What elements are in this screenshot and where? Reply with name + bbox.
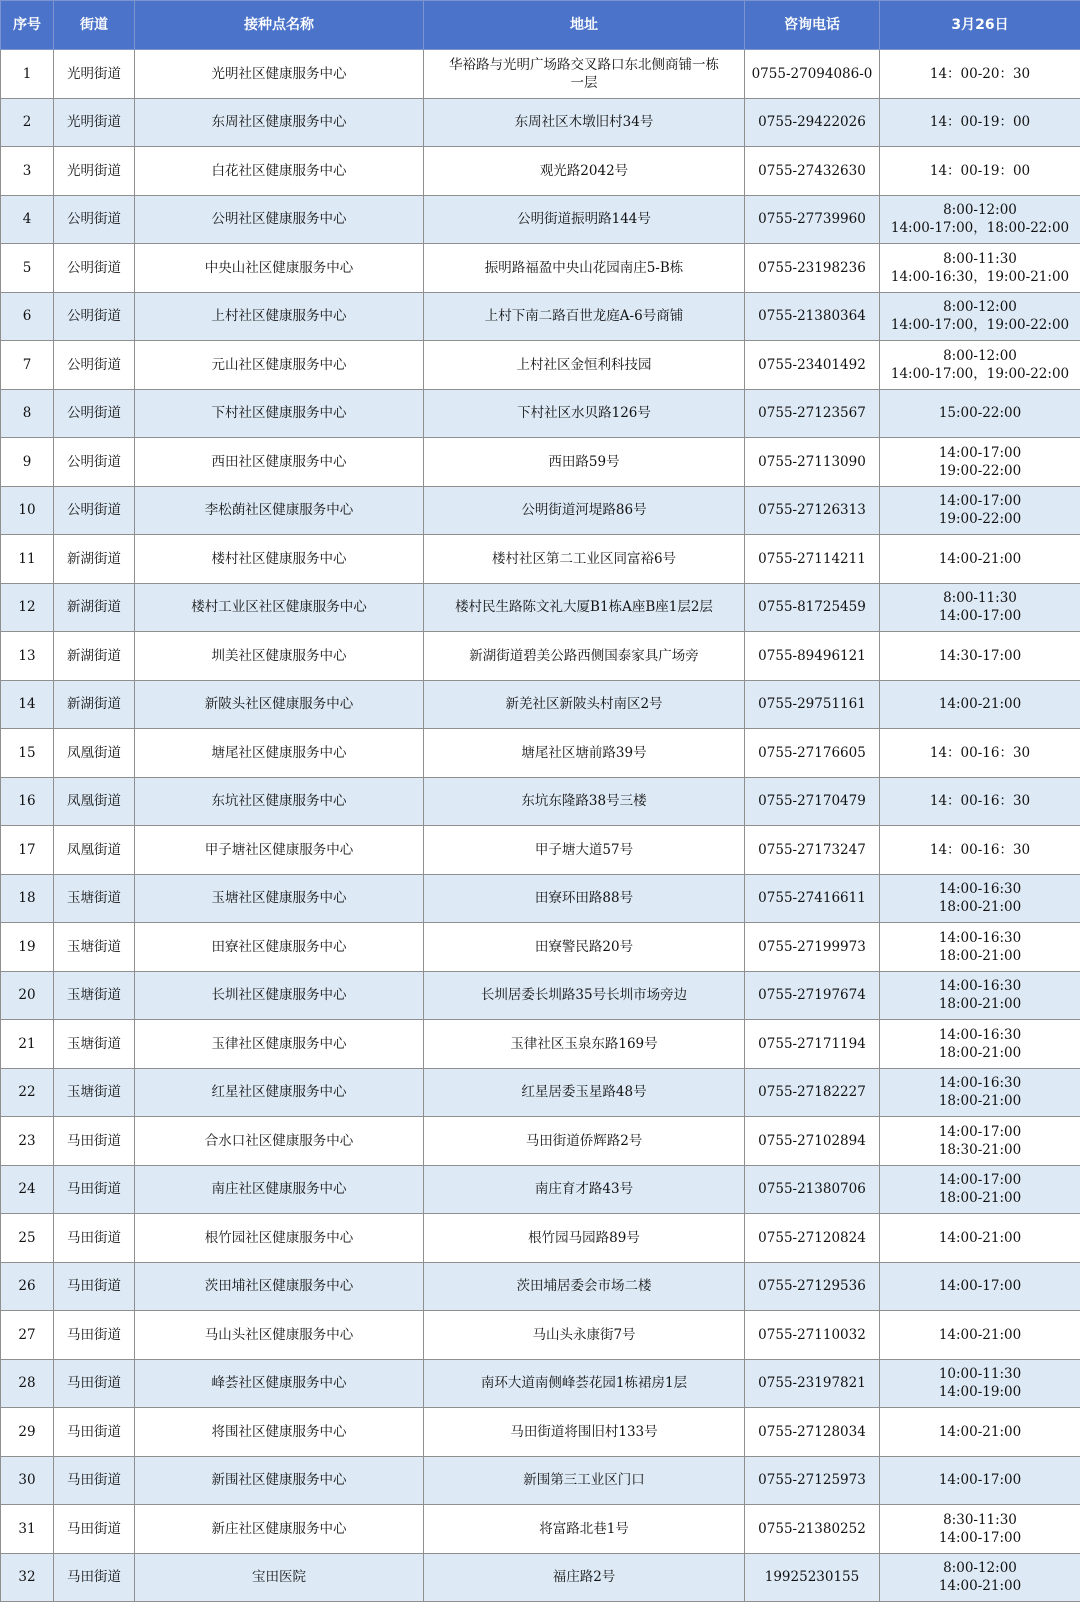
cell-street: 马田街道 — [54, 1214, 135, 1263]
cell-street: 马田街道 — [54, 1165, 135, 1214]
table-row — [1, 292, 1080, 341]
cell-site-name: 公明社区健康服务中心 — [135, 195, 424, 244]
cell-street: 凤凰街道 — [54, 729, 135, 778]
cell-hours: 14:00-21:00 — [880, 680, 1080, 729]
table-row — [1, 1553, 1080, 1602]
cell-site-name: 马山头社区健康服务中心 — [135, 1311, 424, 1360]
cell-index: 22 — [1, 1068, 54, 1117]
header-index: 序号 — [1, 1, 54, 50]
cell-index: 14 — [1, 680, 54, 729]
cell-street: 马田街道 — [54, 1553, 135, 1602]
table-row — [1, 147, 1080, 196]
cell-phone: 0755-27171194 — [745, 1020, 880, 1069]
cell-phone: 0755-27129536 — [745, 1262, 880, 1311]
cell-hours: 8:00-12:00 14:00-17:00，19:00-22:00 — [880, 292, 1080, 341]
cell-street: 光明街道 — [54, 98, 135, 147]
cell-phone: 0755-81725459 — [745, 583, 880, 632]
table-row — [1, 244, 1080, 293]
cell-address: 马山头永康街7号 — [424, 1311, 745, 1360]
cell-hours: 8:00-12:00 14:00-21:00 — [880, 1553, 1080, 1602]
cell-phone: 0755-27416611 — [745, 874, 880, 923]
cell-phone: 0755-27113090 — [745, 438, 880, 487]
cell-address: 新羌社区新陂头村南区2号 — [424, 680, 745, 729]
cell-address: 楼村社区第二工业区同富裕6号 — [424, 535, 745, 584]
cell-index: 7 — [1, 341, 54, 390]
cell-site-name: 楼村工业区社区健康服务中心 — [135, 583, 424, 632]
cell-address: 上村下南二路百世龙庭A-6号商铺 — [424, 292, 745, 341]
cell-site-name: 长圳社区健康服务中心 — [135, 971, 424, 1020]
table-row — [1, 50, 1080, 99]
cell-phone: 0755-27123567 — [745, 389, 880, 438]
table-row — [1, 341, 1080, 390]
cell-address: 长圳居委长圳路35号长圳市场旁边 — [424, 971, 745, 1020]
cell-phone: 0755-21380364 — [745, 292, 880, 341]
table-row — [1, 583, 1080, 632]
cell-street: 马田街道 — [54, 1456, 135, 1505]
cell-index: 1 — [1, 50, 54, 99]
header-phone: 咨询电话 — [745, 1, 880, 50]
table-body — [1, 50, 1080, 1602]
cell-street: 玉塘街道 — [54, 874, 135, 923]
cell-street: 玉塘街道 — [54, 923, 135, 972]
cell-street: 凤凰街道 — [54, 777, 135, 826]
table-row — [1, 923, 1080, 972]
cell-address: 茨田埔居委会市场二楼 — [424, 1262, 745, 1311]
cell-hours: 8:00-12:00 14:00-17:00，19:00-22:00 — [880, 341, 1080, 390]
cell-site-name: 中央山社区健康服务中心 — [135, 244, 424, 293]
cell-hours: 14:00-21:00 — [880, 1214, 1080, 1263]
cell-street: 玉塘街道 — [54, 971, 135, 1020]
table-row — [1, 1117, 1080, 1166]
cell-hours: 15:00-22:00 — [880, 389, 1080, 438]
cell-hours: 14:00-17:00 18:00-21:00 — [880, 1165, 1080, 1214]
cell-address: 南环大道南侧峰荟花园1栋裙房1层 — [424, 1359, 745, 1408]
cell-phone: 0755-23197821 — [745, 1359, 880, 1408]
cell-site-name: 上村社区健康服务中心 — [135, 292, 424, 341]
cell-site-name: 玉塘社区健康服务中心 — [135, 874, 424, 923]
cell-hours: 8:00-11:30 14:00-17:00 — [880, 583, 1080, 632]
cell-address: 新湖街道碧美公路西侧国泰家具广场旁 — [424, 632, 745, 681]
cell-phone: 0755-27110032 — [745, 1311, 880, 1360]
cell-address: 福庄路2号 — [424, 1553, 745, 1602]
table-row — [1, 98, 1080, 147]
cell-address: 新围第三工业区门口 — [424, 1456, 745, 1505]
cell-site-name: 李松蓢社区健康服务中心 — [135, 486, 424, 535]
cell-street: 马田街道 — [54, 1311, 135, 1360]
table-row — [1, 1165, 1080, 1214]
cell-site-name: 光明社区健康服务中心 — [135, 50, 424, 99]
cell-index: 32 — [1, 1553, 54, 1602]
cell-street: 新湖街道 — [54, 632, 135, 681]
cell-address: 公明街道振明路144号 — [424, 195, 745, 244]
cell-site-name: 将围社区健康服务中心 — [135, 1408, 424, 1457]
cell-phone: 0755-21380706 — [745, 1165, 880, 1214]
cell-hours: 14:00-21:00 — [880, 1408, 1080, 1457]
cell-street: 公明街道 — [54, 486, 135, 535]
cell-hours: 8:00-11:30 14:00-16:30，19:00-21:00 — [880, 244, 1080, 293]
cell-hours: 14:00-17:00 — [880, 1456, 1080, 1505]
table-row — [1, 971, 1080, 1020]
cell-site-name: 峰荟社区健康服务中心 — [135, 1359, 424, 1408]
table-row — [1, 874, 1080, 923]
cell-address: 南庄育才路43号 — [424, 1165, 745, 1214]
cell-phone: 0755-27432630 — [745, 147, 880, 196]
cell-phone: 0755-27739960 — [745, 195, 880, 244]
cell-phone: 0755-27128034 — [745, 1408, 880, 1457]
cell-index: 28 — [1, 1359, 54, 1408]
cell-hours: 14：00-20：30 — [880, 50, 1080, 99]
cell-address: 根竹园马园路89号 — [424, 1214, 745, 1263]
header-street: 街道 — [54, 1, 135, 50]
cell-index: 29 — [1, 1408, 54, 1457]
table-row — [1, 777, 1080, 826]
cell-street: 光明街道 — [54, 147, 135, 196]
cell-phone: 0755-27120824 — [745, 1214, 880, 1263]
header-row — [1, 1, 1080, 50]
cell-hours: 14：00-16：30 — [880, 826, 1080, 875]
cell-index: 19 — [1, 923, 54, 972]
cell-index: 9 — [1, 438, 54, 487]
cell-address: 马田街道侨辉路2号 — [424, 1117, 745, 1166]
cell-hours: 14:00-17:00 18:30-21:00 — [880, 1117, 1080, 1166]
table-row — [1, 680, 1080, 729]
cell-address: 甲子塘大道57号 — [424, 826, 745, 875]
cell-index: 16 — [1, 777, 54, 826]
cell-street: 新湖街道 — [54, 535, 135, 584]
cell-street: 公明街道 — [54, 244, 135, 293]
cell-site-name: 西田社区健康服务中心 — [135, 438, 424, 487]
cell-phone: 0755-27170479 — [745, 777, 880, 826]
cell-site-name: 甲子塘社区健康服务中心 — [135, 826, 424, 875]
cell-phone: 0755-27199973 — [745, 923, 880, 972]
cell-address: 观光路2042号 — [424, 147, 745, 196]
cell-index: 27 — [1, 1311, 54, 1360]
cell-address: 田寮警民路20号 — [424, 923, 745, 972]
cell-site-name: 茨田埔社区健康服务中心 — [135, 1262, 424, 1311]
cell-phone: 19925230155 — [745, 1553, 880, 1602]
cell-index: 23 — [1, 1117, 54, 1166]
cell-site-name: 楼村社区健康服务中心 — [135, 535, 424, 584]
table-row — [1, 729, 1080, 778]
cell-address: 西田路59号 — [424, 438, 745, 487]
cell-index: 30 — [1, 1456, 54, 1505]
cell-site-name: 下村社区健康服务中心 — [135, 389, 424, 438]
cell-site-name: 根竹园社区健康服务中心 — [135, 1214, 424, 1263]
cell-street: 马田街道 — [54, 1408, 135, 1457]
cell-hours: 14：00-19：00 — [880, 98, 1080, 147]
cell-site-name: 南庄社区健康服务中心 — [135, 1165, 424, 1214]
cell-site-name: 白花社区健康服务中心 — [135, 147, 424, 196]
cell-hours: 14：00-16：30 — [880, 729, 1080, 778]
cell-address: 玉律社区玉泉东路169号 — [424, 1020, 745, 1069]
cell-street: 光明街道 — [54, 50, 135, 99]
cell-address: 振明路福盈中央山花园南庄5-B栋 — [424, 244, 745, 293]
cell-street: 公明街道 — [54, 341, 135, 390]
cell-index: 20 — [1, 971, 54, 1020]
table-row — [1, 535, 1080, 584]
cell-street: 马田街道 — [54, 1359, 135, 1408]
cell-address: 楼村民生路陈文礼大厦B1栋A座B座1层2层 — [424, 583, 745, 632]
cell-address: 下村社区水贝路126号 — [424, 389, 745, 438]
cell-hours: 14:00-16:30 18:00-21:00 — [880, 923, 1080, 972]
cell-hours: 8:00-12:00 14:00-17:00，18:00-22:00 — [880, 195, 1080, 244]
cell-street: 新湖街道 — [54, 680, 135, 729]
cell-hours: 14:00-17:00 19:00-22:00 — [880, 486, 1080, 535]
cell-street: 公明街道 — [54, 389, 135, 438]
cell-address: 东周社区木墩旧村34号 — [424, 98, 745, 147]
cell-index: 2 — [1, 98, 54, 147]
cell-site-name: 新庄社区健康服务中心 — [135, 1505, 424, 1554]
cell-street: 公明街道 — [54, 438, 135, 487]
cell-phone: 0755-27114211 — [745, 535, 880, 584]
cell-street: 马田街道 — [54, 1262, 135, 1311]
table-row — [1, 1068, 1080, 1117]
table-row — [1, 632, 1080, 681]
header-address: 地址 — [424, 1, 745, 50]
cell-phone: 0755-27182227 — [745, 1068, 880, 1117]
cell-index: 26 — [1, 1262, 54, 1311]
cell-address: 上村社区金恒利科技园 — [424, 341, 745, 390]
cell-index: 13 — [1, 632, 54, 681]
cell-street: 新湖街道 — [54, 583, 135, 632]
table-row — [1, 438, 1080, 487]
cell-street: 公明街道 — [54, 292, 135, 341]
cell-address: 公明街道河堤路86号 — [424, 486, 745, 535]
table-row — [1, 1505, 1080, 1554]
cell-phone: 0755-29422026 — [745, 98, 880, 147]
cell-street: 凤凰街道 — [54, 826, 135, 875]
table-row — [1, 389, 1080, 438]
cell-hours: 14:30-17:00 — [880, 632, 1080, 681]
cell-hours: 14:00-16:30 18:00-21:00 — [880, 1020, 1080, 1069]
cell-phone: 0755-29751161 — [745, 680, 880, 729]
cell-site-name: 田寮社区健康服务中心 — [135, 923, 424, 972]
table-row — [1, 1408, 1080, 1457]
cell-site-name: 玉律社区健康服务中心 — [135, 1020, 424, 1069]
cell-hours: 14:00-21:00 — [880, 535, 1080, 584]
cell-hours: 8:30-11:30 14:00-17:00 — [880, 1505, 1080, 1554]
cell-index: 5 — [1, 244, 54, 293]
cell-address: 马田街道将围旧村133号 — [424, 1408, 745, 1457]
cell-phone: 0755-27094086-0 — [745, 50, 880, 99]
table-header — [1, 1, 1080, 50]
cell-address: 红星居委玉星路48号 — [424, 1068, 745, 1117]
cell-site-name: 东周社区健康服务中心 — [135, 98, 424, 147]
cell-index: 17 — [1, 826, 54, 875]
cell-index: 24 — [1, 1165, 54, 1214]
cell-site-name: 红星社区健康服务中心 — [135, 1068, 424, 1117]
table-row — [1, 1262, 1080, 1311]
cell-site-name: 新陂头社区健康服务中心 — [135, 680, 424, 729]
cell-street: 公明街道 — [54, 195, 135, 244]
cell-address: 东坑东隆路38号三楼 — [424, 777, 745, 826]
cell-phone: 0755-23198236 — [745, 244, 880, 293]
cell-street: 玉塘街道 — [54, 1020, 135, 1069]
cell-index: 8 — [1, 389, 54, 438]
cell-site-name: 宝田医院 — [135, 1553, 424, 1602]
cell-index: 21 — [1, 1020, 54, 1069]
cell-hours: 14:00-21:00 — [880, 1311, 1080, 1360]
cell-site-name: 东坑社区健康服务中心 — [135, 777, 424, 826]
cell-hours: 14:00-17:00 19:00-22:00 — [880, 438, 1080, 487]
table-row — [1, 1020, 1080, 1069]
cell-site-name: 合水口社区健康服务中心 — [135, 1117, 424, 1166]
cell-phone: 0755-27126313 — [745, 486, 880, 535]
cell-street: 马田街道 — [54, 1505, 135, 1554]
table-row — [1, 1456, 1080, 1505]
cell-site-name: 元山社区健康服务中心 — [135, 341, 424, 390]
cell-street: 马田街道 — [54, 1117, 135, 1166]
cell-index: 6 — [1, 292, 54, 341]
cell-hours: 14：00-16：30 — [880, 777, 1080, 826]
cell-hours: 14:00-16:30 18:00-21:00 — [880, 874, 1080, 923]
table-row — [1, 1311, 1080, 1360]
cell-phone: 0755-27197674 — [745, 971, 880, 1020]
cell-index: 3 — [1, 147, 54, 196]
header-date: 3月26日 — [880, 1, 1080, 50]
cell-phone: 0755-27102894 — [745, 1117, 880, 1166]
table-row — [1, 1214, 1080, 1263]
cell-index: 4 — [1, 195, 54, 244]
cell-index: 11 — [1, 535, 54, 584]
cell-address: 将富路北巷1号 — [424, 1505, 745, 1554]
cell-index: 25 — [1, 1214, 54, 1263]
cell-phone: 0755-89496121 — [745, 632, 880, 681]
cell-hours: 14：00-19：00 — [880, 147, 1080, 196]
cell-phone: 0755-21380252 — [745, 1505, 880, 1554]
table-row — [1, 195, 1080, 244]
cell-index: 15 — [1, 729, 54, 778]
cell-hours: 14:00-16:30 18:00-21:00 — [880, 971, 1080, 1020]
cell-hours: 14:00-17:00 — [880, 1262, 1080, 1311]
table-row — [1, 486, 1080, 535]
cell-index: 18 — [1, 874, 54, 923]
header-site-name: 接种点名称 — [135, 1, 424, 50]
cell-site-name: 圳美社区健康服务中心 — [135, 632, 424, 681]
cell-address: 华裕路与光明广场路交叉路口东北侧商铺一栋 一层 — [424, 50, 745, 99]
cell-address: 塘尾社区塘前路39号 — [424, 729, 745, 778]
cell-index: 31 — [1, 1505, 54, 1554]
cell-hours: 10:00-11:30 14:00-19:00 — [880, 1359, 1080, 1408]
cell-phone: 0755-27125973 — [745, 1456, 880, 1505]
cell-phone: 0755-27173247 — [745, 826, 880, 875]
cell-street: 玉塘街道 — [54, 1068, 135, 1117]
cell-phone: 0755-23401492 — [745, 341, 880, 390]
cell-index: 12 — [1, 583, 54, 632]
table-row — [1, 826, 1080, 875]
cell-site-name: 塘尾社区健康服务中心 — [135, 729, 424, 778]
cell-index: 10 — [1, 486, 54, 535]
table-row — [1, 1359, 1080, 1408]
cell-phone: 0755-27176605 — [745, 729, 880, 778]
cell-hours: 14:00-16:30 18:00-21:00 — [880, 1068, 1080, 1117]
cell-address: 田寮环田路88号 — [424, 874, 745, 923]
cell-site-name: 新围社区健康服务中心 — [135, 1456, 424, 1505]
